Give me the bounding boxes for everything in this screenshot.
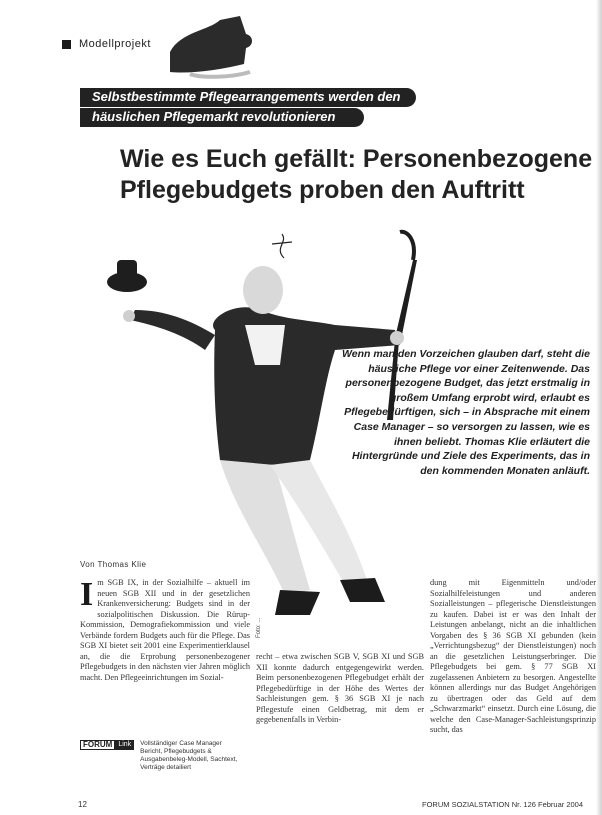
- author-byline: Von Thomas Klie: [80, 560, 147, 569]
- forum-note: Vollständiger Case Manager Bericht, Pflegebudgets & Ausgabenbeleg-Modell, Sachtext, Verträge detailiert: [140, 740, 238, 771]
- article-column-2: [256, 652, 424, 726]
- teaser-text: Wenn man den Vorzeichen glauben darf, steht die häusliche Pflege vor einer Zeitenwende. Das personenbezogene Budget, das jetzt erstmalig in großem Umfang erprobt wird, erlaubt es Pflegebedürftigen, sich – in Absprache mit einem Case Manager – so versorgen zu lassen, wie es ihnen beliebt. Thomas Klie erläutert die Hintergründe und Ziele des Experiments, das in den kommenden Monaten anläuft.: [342, 348, 590, 477]
- article-column-1: [80, 578, 250, 683]
- puzzle-piece-icon: [150, 12, 260, 82]
- article-headline: Wie es Euch gefällt: Personenbezogene Pflegebudgets proben den Auftritt: [120, 145, 593, 204]
- article-column-3: [430, 578, 596, 736]
- column-3-text: dung mit Eigenmitteln und/oder Sozialhilfeleistungen und anderen Sozialleistungen – pflegerische Dienstleistungen zu kaufen. Dabei ist er was den Inhalt der Leistungen anbelangt, nicht an die inhaltlichen Vorgaben des § 36 SGB XI gebunden (kein „Verrichtungsbezug“ der Dienstleistungen) noch an die gesetzlichen Leistungserbringer. Die Pflegebudgets bei gem. § 77 SGB XI zugelassenen Anbietern zu besorgen. Angestellte können allerdings nur das Budget Angehörigen zu übertragen oder das Geld auf dem „Schwarzmarkt“ einsetzt. Durch eine Lösung, die welche den Case-Manager-Sachleistungsprinzip sucht, das: [430, 578, 596, 734]
- pen-mark-icon: [268, 232, 298, 262]
- section-tag: [62, 38, 151, 50]
- subtitle-banner-text-1: Selbstbestimmte Pflegearrangements werden den: [92, 89, 401, 104]
- subtitle-banner-1: [80, 88, 416, 107]
- page-number: 12: [78, 800, 87, 809]
- column-1-text: m SGB IX, in der Sozialhilfe – aktuell im neuen SGB XII und in der gesetzlichen Krankenversicherung: Budgets sind in der sozialpolitischen Diskussion. Die Rürup-Kommission, Demografiekommission und viele Verbände fordern Budgets auch für die Pflege. Das SGB XI bietet seit 2001 eine Experimentierklausel an, die die Erprobung personenbezogener Pflegebudgets in den nächsten vier Jahren möglich macht. Den Pflegeeinrichtungen im Sozial-: [80, 578, 250, 682]
- subtitle-banner-2: [80, 108, 364, 127]
- magazine-footer: FORUM SOZIALSTATION Nr. 126 Februar 2004: [422, 800, 584, 809]
- forum-badge: [80, 740, 134, 750]
- subtitle-banner-text-2: häuslichen Pflegemarkt revolutionieren: [92, 109, 336, 124]
- photo-credit: Foto: ...: [256, 617, 262, 638]
- forum-word: FORUM: [80, 740, 115, 750]
- scan-shadow-edge: [596, 0, 602, 815]
- section-label: Modellprojekt: [79, 38, 151, 50]
- forum-link-box[interactable]: [80, 740, 240, 772]
- black-square-icon: [62, 40, 71, 49]
- column-2-text: recht – etwa zwischen SGB V, SGB XI und SGB XII konnte dadurch entgegengewirkt werden. Beim personenbezogenen Pflegebudget erhält der Pflegebedürftige in der Höhe des Wertes der Sachleistungen gem. § 36 SGB XI je nach Pflegestufe einen Geldbetrag, mit dem er gegebenenfalls in Verbin-: [256, 652, 424, 724]
- forum-link-label: Link: [115, 740, 134, 750]
- drop-cap: I: [80, 576, 94, 613]
